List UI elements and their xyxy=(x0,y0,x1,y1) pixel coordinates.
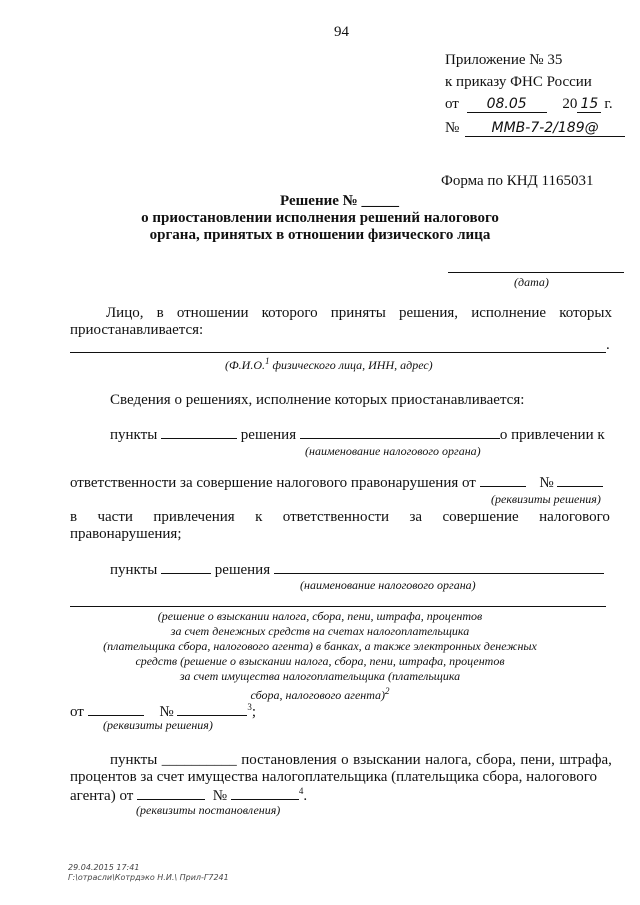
number-blank[interactable] xyxy=(231,798,299,800)
block1-part-line-1 xyxy=(70,509,610,526)
part-word: за xyxy=(409,509,423,525)
info-heading: Сведения о решениях, исполнение которых приостанавливается: xyxy=(110,392,525,408)
block2-requisites-caption: (реквизиты решения) xyxy=(103,718,213,732)
block2-caption-line: за счет имущества налогоплательщика (плательщика xyxy=(179,669,461,683)
block3-caption: (реквизиты постановления) xyxy=(136,803,281,817)
intro-word: исполнение xyxy=(471,305,547,321)
title-line-1: Решение № _____ xyxy=(280,193,399,209)
appendix-line-1: Приложение № 35 xyxy=(445,52,563,68)
handwritten-number: ММВ-7-2/189@ xyxy=(465,120,625,137)
handwritten-date: 08.05 xyxy=(467,96,547,113)
number-label: № xyxy=(445,120,460,136)
organ-blank[interactable] xyxy=(300,437,500,439)
about-label: о привлечении к xyxy=(499,427,605,443)
part-word: к xyxy=(255,509,263,525)
intro-word: в xyxy=(156,305,164,321)
points-blank[interactable] xyxy=(161,572,211,574)
b3-word: постановления xyxy=(241,752,337,768)
block3-line-2: процентов за счет имущества налогоплательщика (плательщика сбора, налогового xyxy=(70,769,598,785)
organ-blank[interactable] xyxy=(274,572,604,574)
part-word: налогового xyxy=(539,509,610,525)
block2-line-1 xyxy=(110,562,604,579)
block1-line-2 xyxy=(70,475,603,492)
person-caption-b: физического лица, ИНН, адрес) xyxy=(269,358,433,372)
b3-word: штрафа, xyxy=(559,752,612,768)
form-code: Форма по КНД 1165031 xyxy=(441,173,594,189)
intro-word: отношении xyxy=(176,305,249,321)
appendix-date-line xyxy=(445,96,613,113)
points-blank[interactable] xyxy=(161,437,237,439)
year-prefix: 20 xyxy=(562,96,578,112)
block1-organ-caption: (наименование налогового органа) xyxy=(305,444,481,458)
b3-word: сбора, xyxy=(475,752,516,768)
part-word: ответственности xyxy=(282,509,390,525)
num-label: № xyxy=(159,704,174,720)
appendix-line-2: к приказу ФНС России xyxy=(445,74,592,90)
person-intro-line-2: приостанавливается: xyxy=(70,322,204,338)
person-caption-a: (Ф.И.О. xyxy=(225,358,265,372)
block2-caption xyxy=(0,609,640,703)
date-blank[interactable] xyxy=(480,485,526,487)
part-word: части xyxy=(97,509,133,525)
period: . xyxy=(303,788,308,804)
intro-word: которых xyxy=(559,305,612,321)
points-label: пункты xyxy=(110,427,158,443)
b3-word: взыскании xyxy=(353,752,421,768)
footnote-mark: 1 xyxy=(264,356,270,366)
part-word: в xyxy=(70,509,78,525)
handwritten-year: 15 xyxy=(577,96,601,113)
block3-line-1 xyxy=(110,752,612,769)
agent-from: агента) от xyxy=(70,788,134,804)
person-period: . xyxy=(606,337,610,353)
number-blank[interactable] xyxy=(557,485,603,487)
b3-word: налога, xyxy=(425,752,472,768)
page-number: 94 xyxy=(334,24,349,40)
year-suffix: г. xyxy=(604,96,613,112)
block1-part-line-2: правонарушения; xyxy=(70,526,182,542)
num-label: № xyxy=(212,788,228,804)
intro-word: Лицо, xyxy=(106,305,144,321)
intro-word: которого xyxy=(261,305,318,321)
footnote-mark: 2 xyxy=(385,686,390,696)
part-word: совершение xyxy=(442,509,519,525)
intro-word: решения, xyxy=(398,305,459,321)
block1-line-1 xyxy=(110,427,605,444)
block1-requisites-caption: (реквизиты решения) xyxy=(491,492,601,506)
block2-caption-line: за счет денежных средств на счетах налогоплательщика xyxy=(170,624,470,638)
block2-caption-line: (плательщика сбора, налогового агента) в банках, а также электронных денежных xyxy=(103,639,537,653)
footer-path: Г:\отрасли\Котрдэко Н.И.\ Прил-Г7241 xyxy=(68,873,229,882)
date-blank[interactable] xyxy=(88,714,144,716)
block2-caption-text: сбора, налогового агента) xyxy=(250,688,386,702)
footnote-mark: 4 xyxy=(298,786,304,796)
from-label: от xyxy=(445,96,459,112)
semicolon: ; xyxy=(251,704,257,720)
from-label: от xyxy=(70,704,84,720)
block2-caption-line: (решение о взыскании налога, сбора, пени, штрафа, процентов xyxy=(157,609,483,623)
number-blank[interactable] xyxy=(177,714,247,716)
num-label: № xyxy=(539,475,554,491)
b3-word: о xyxy=(341,752,349,768)
date-blank[interactable] xyxy=(137,798,205,800)
appendix-number-line xyxy=(445,120,625,137)
block2-caption-line: средств (решение о взыскании налога, сбора, пени, штрафа, процентов xyxy=(135,654,505,668)
liability-text: ответственности за совершение налогового правонарушения от xyxy=(70,475,476,491)
block2-organ-caption: (наименование налогового органа) xyxy=(300,578,476,592)
b3-word: __________ xyxy=(161,752,237,768)
footer-timestamp: 29.04.2015 17:41 xyxy=(68,863,140,872)
person-caption xyxy=(225,356,433,373)
part-word: привлечения xyxy=(153,509,235,525)
block2-caption-line-last xyxy=(0,684,640,703)
date-line xyxy=(448,272,624,273)
intro-word: приняты xyxy=(330,305,386,321)
date-caption: (дата) xyxy=(514,275,549,289)
title-line-2: о приостановлении исполнения решений налогового xyxy=(141,210,499,226)
b3-word: пункты xyxy=(110,752,158,768)
points-label: пункты xyxy=(110,562,158,578)
person-fill-line[interactable] xyxy=(70,352,606,353)
block2-fill-line[interactable] xyxy=(70,606,606,607)
title-line-3: органа, принятых в отношении физического лица xyxy=(149,227,491,243)
person-intro-line-1 xyxy=(106,305,612,322)
decision-label: решения xyxy=(240,427,297,443)
b3-word: пени, xyxy=(520,752,555,768)
footnote-mark: 3 xyxy=(247,702,252,712)
decision-label: решения xyxy=(214,562,271,578)
